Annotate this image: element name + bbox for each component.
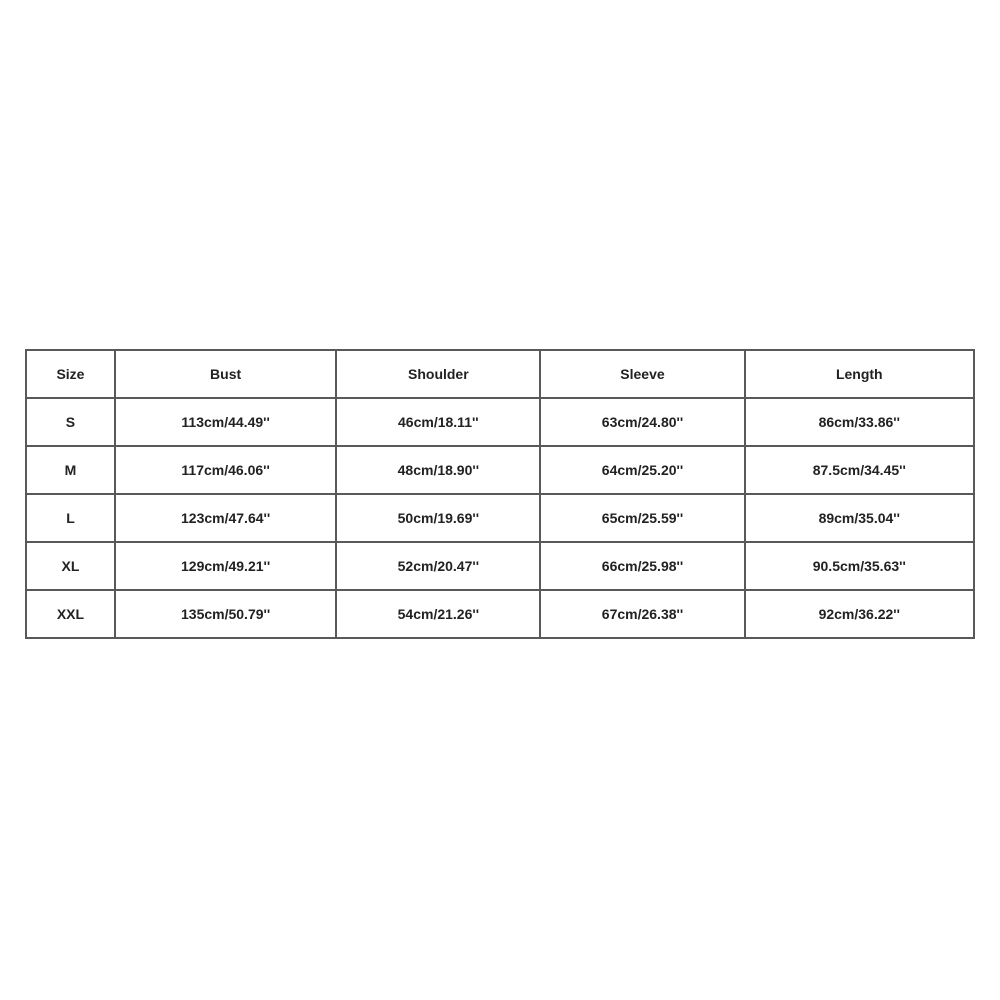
shoulder-cell: 52cm/20.47'' [336, 542, 540, 590]
sleeve-cell: 63cm/24.80'' [540, 398, 744, 446]
length-cell: 90.5cm/35.63'' [745, 542, 974, 590]
size-cell: XL [26, 542, 115, 590]
bust-cell: 113cm/44.49'' [115, 398, 336, 446]
size-cell: S [26, 398, 115, 446]
bust-cell: 123cm/47.64'' [115, 494, 336, 542]
header-size: Size [26, 350, 115, 398]
length-cell: 92cm/36.22'' [745, 590, 974, 638]
bust-cell: 129cm/49.21'' [115, 542, 336, 590]
sleeve-cell: 67cm/26.38'' [540, 590, 744, 638]
bust-cell: 117cm/46.06'' [115, 446, 336, 494]
header-sleeve: Sleeve [540, 350, 744, 398]
sleeve-cell: 66cm/25.98'' [540, 542, 744, 590]
table-row [26, 398, 974, 446]
size-cell: XXL [26, 590, 115, 638]
table-row [26, 446, 974, 494]
header-row [26, 350, 974, 398]
header-length: Length [745, 350, 974, 398]
length-cell: 86cm/33.86'' [745, 398, 974, 446]
size-chart-table [25, 349, 975, 639]
length-cell: 87.5cm/34.45'' [745, 446, 974, 494]
shoulder-cell: 46cm/18.11'' [336, 398, 540, 446]
sleeve-cell: 64cm/25.20'' [540, 446, 744, 494]
shoulder-cell: 48cm/18.90'' [336, 446, 540, 494]
size-cell: L [26, 494, 115, 542]
table-row [26, 590, 974, 638]
header-shoulder: Shoulder [336, 350, 540, 398]
length-cell: 89cm/35.04'' [745, 494, 974, 542]
bust-cell: 135cm/50.79'' [115, 590, 336, 638]
shoulder-cell: 54cm/21.26'' [336, 590, 540, 638]
table-row [26, 542, 974, 590]
header-bust: Bust [115, 350, 336, 398]
table-row [26, 494, 974, 542]
size-cell: M [26, 446, 115, 494]
shoulder-cell: 50cm/19.69'' [336, 494, 540, 542]
sleeve-cell: 65cm/25.59'' [540, 494, 744, 542]
